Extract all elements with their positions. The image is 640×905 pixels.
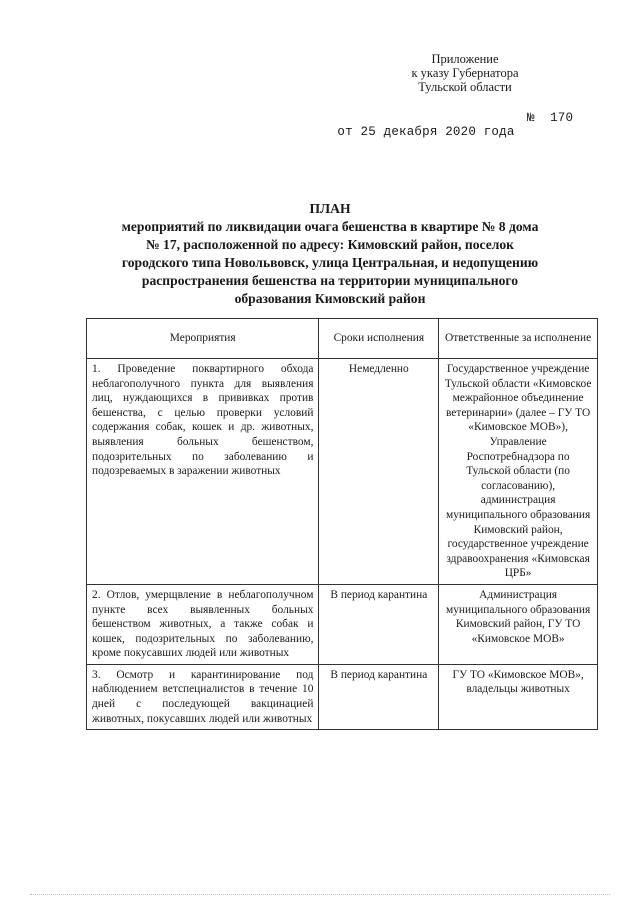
- term-cell: Немедленно: [319, 359, 439, 585]
- decree-date: от 25 декабря 2020 года: [337, 125, 515, 139]
- table-row: [87, 359, 598, 585]
- term-cell: В период карантина: [319, 584, 439, 664]
- header-terms: Сроки исполнения: [319, 319, 439, 359]
- header-events: Мероприятия: [87, 319, 319, 359]
- event-cell: 1. Проведение поквартирного обхода неблагополучного пункта для выявления лиц, нуждающихся в прививках против бешенства, с целью проверки условий содержания собак, кошек и др. животных, выявления больных бешенством, подозрительных по заболеванию и подозреваемых в заражении животных: [87, 359, 319, 585]
- decree-date-number: [322, 111, 574, 153]
- table-row: [87, 584, 598, 664]
- decree-number: № 170: [527, 111, 574, 125]
- plan-table: [86, 318, 598, 730]
- appendix-line: Приложение: [431, 52, 499, 66]
- responsible-cell: Государственное учреждение Тульской области «Кимовское межрайонное объединение ветеринарии» (далее – ГУ ТО «Кимовское МОВ»), Управление Роспотребнадзора по Тульской области (по согласованию), администрация муниципального образования Кимовский район, государственное учреждение здравоохранения «Кимовская ЦРБ»: [439, 359, 598, 585]
- appendix-line: к указу Губернатора: [411, 66, 519, 80]
- responsible-cell: ГУ ТО «Кимовское МОВ», владельцы животных: [439, 664, 598, 729]
- document-title: [115, 200, 545, 308]
- event-cell: 3. Осмотр и карантинирование под наблюдением ветспециалистов в течение 10 дней с последующей вакцинацией животных, покусавших людей или животных: [87, 664, 319, 729]
- plan-heading: ПЛАН: [309, 201, 351, 216]
- appendix-line: Тульской области: [418, 80, 512, 94]
- appendix-block: [380, 52, 550, 94]
- event-cell: 2. Отлов, умерщвление в неблагополучном пункте всех выявленных больных бешенством животных, а также собак и кошек, подозрительных по заболеванию, кроме покусавших людей или животных: [87, 584, 319, 664]
- plan-subtitle: мероприятий по ликвидации очага бешенства в квартире № 8 дома № 17, расположенной по адресу: Кимовский район, поселок городского типа Новольвовск, улица Центральная, и недопущению распространения бешенства на территории муниципального образования Кимовский район: [121, 219, 539, 306]
- table-row: [87, 664, 598, 729]
- table-header-row: [87, 319, 598, 359]
- responsible-cell: Администрация муниципального образования Кимовский район, ГУ ТО «Кимовское МОВ»: [439, 584, 598, 664]
- term-cell: В период карантина: [319, 664, 439, 729]
- header-responsible: Ответственные за исполнение: [439, 319, 598, 359]
- scan-edge-divider: [30, 894, 610, 895]
